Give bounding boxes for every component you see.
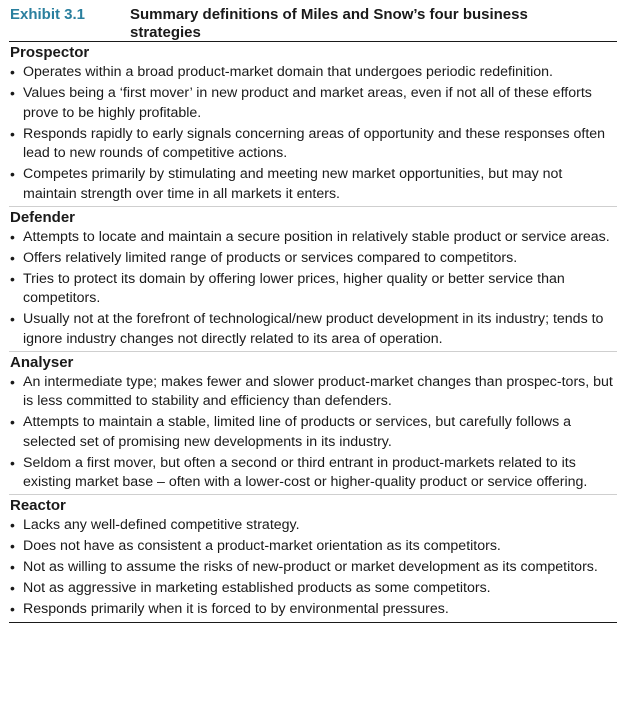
bullet-icon: • xyxy=(10,64,15,80)
list-item-text: Does not have as consistent a product-market orientation as its competitors. xyxy=(23,538,501,554)
bullet-icon: • xyxy=(10,538,15,554)
bullet-icon: • xyxy=(10,270,15,287)
list-item-text: Attempts to locate and maintain a secure position in relatively stable product or service areas. xyxy=(23,228,610,245)
list-item xyxy=(9,413,617,452)
bottom-rule xyxy=(9,622,617,623)
list-item xyxy=(9,579,617,599)
list-item xyxy=(9,84,617,123)
list-item-text: Attempts to maintain a stable, limited line of products or services, but carefully follows a selected set of promising new developments in its industry. xyxy=(23,414,572,450)
bullet-icon: • xyxy=(10,559,15,575)
bullet-list xyxy=(9,63,617,204)
strategy-sections xyxy=(9,42,617,620)
list-item-text: Responds primarily when it is forced to by environmental pressures. xyxy=(23,601,449,617)
section-title: Prospector xyxy=(10,44,90,61)
list-item-text: Usually not at the forefront of technological/new product development in its industry; tends to ignore industry changes not directly related to its area of operation. xyxy=(23,311,604,347)
list-item-text: Competes primarily by stimulating and meeting new market opportunities, but may not maintain strength over time in all markets it enters. xyxy=(23,166,563,202)
bullet-icon: • xyxy=(10,414,15,430)
list-item xyxy=(9,373,617,412)
strategy-section-defender xyxy=(9,207,617,352)
list-item xyxy=(9,516,617,536)
bullet-icon: • xyxy=(10,166,15,182)
list-item-text: Lacks any well-defined competitive strategy. xyxy=(23,517,300,533)
strategy-section-prospector xyxy=(9,42,617,207)
list-item-text: Values being a ‘first mover’ in new product and market areas, even if not all of these efforts prove to be highly profitable. xyxy=(23,85,592,121)
exhibit-title: Summary definitions of Miles and Snow’s four business strategies xyxy=(130,6,528,41)
strategy-section-reactor xyxy=(9,495,617,620)
exhibit-header xyxy=(9,0,617,42)
list-item-text: Offers relatively limited range of products or services compared to competitors. xyxy=(23,249,518,266)
bullet-icon: • xyxy=(10,85,15,101)
list-item-text: Tries to protect its domain by offering lower prices, higher quality or better service than competitors. xyxy=(23,270,565,306)
bullet-list xyxy=(9,516,617,620)
list-item xyxy=(9,558,617,578)
list-item xyxy=(9,249,617,269)
section-title: Reactor xyxy=(10,497,66,514)
list-item-text: Not as willing to assume the risks of new-product or market development as its competitors. xyxy=(23,559,598,575)
strategy-section-analyser xyxy=(9,352,617,496)
bullet-icon: • xyxy=(10,373,15,390)
list-item-text: Operates within a broad product-market domain that undergoes periodic redefinition. xyxy=(23,64,553,80)
list-item xyxy=(9,270,617,309)
bullet-icon: • xyxy=(10,601,15,617)
list-item-text: An intermediate type; makes fewer and slower product-market changes than prospec-tors, but is less committed to stability and efficiency than defenders. xyxy=(23,373,613,409)
bullet-list xyxy=(9,373,617,493)
list-item xyxy=(9,310,617,349)
list-item-text: Responds rapidly to early signals concerning areas of opportunity and these responses often lead to new rounds of competitive actions. xyxy=(23,125,606,161)
section-title: Analyser xyxy=(10,353,74,371)
bullet-icon: • xyxy=(10,580,15,596)
bullet-icon: • xyxy=(10,228,15,245)
list-item xyxy=(9,63,617,83)
section-title: Defender xyxy=(10,208,76,226)
list-item xyxy=(9,537,617,557)
bullet-list xyxy=(9,228,617,350)
bullet-icon: • xyxy=(10,125,15,142)
list-item xyxy=(9,125,617,164)
list-item xyxy=(9,454,617,493)
list-item-text: Not as aggressive in marketing established products as some competitors. xyxy=(23,580,491,596)
exhibit-label: Exhibit 3.1 xyxy=(10,6,86,23)
list-item xyxy=(9,165,617,204)
bullet-icon: • xyxy=(10,454,15,471)
bullet-icon: • xyxy=(10,517,15,533)
list-item xyxy=(9,600,617,620)
bullet-icon: • xyxy=(10,311,15,327)
list-item xyxy=(9,228,617,248)
list-item-text: Seldom a first mover, but often a second or third entrant in product-markets related to its existing market base – often with a lower-cost or higher-quality product or service offering. xyxy=(23,454,588,490)
bullet-icon: • xyxy=(10,249,15,266)
